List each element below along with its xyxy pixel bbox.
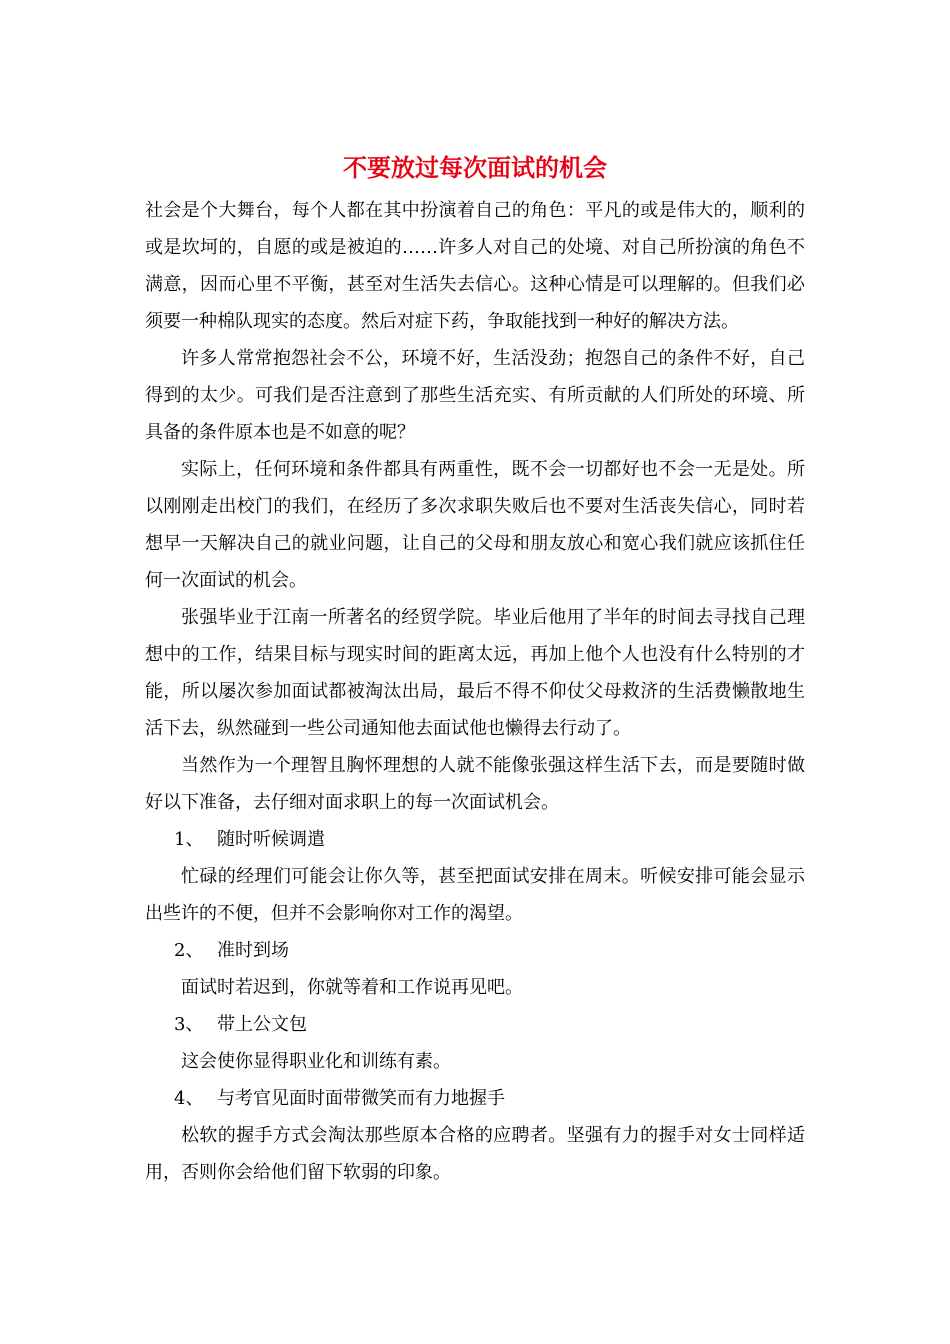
tip-number: 1、	[174, 829, 204, 850]
paragraph: 当然作为一个理智且胸怀理想的人就不能像张强这样生活下去，而是要随时做好以下准备，去仔细对面求职上的每一次面试机会。	[145, 755, 805, 813]
tip-number: 3、	[174, 1014, 204, 1035]
paragraph: 许多人常常抱怨社会不公，环境不好，生活没劲；抱怨自己的条件不好，自己得到的太少。可我们是否注意到了那些生活充实、有所贡献的人们所处的环境、所具备的条件原本也是不如意的呢？	[145, 348, 805, 443]
tip-heading-text: 与考官见面时面带微笑而有力地握手	[217, 1088, 505, 1109]
tip-heading-text: 准时到场	[217, 940, 289, 961]
tip-text: 这会使你显得职业化和训练有素。	[181, 1051, 451, 1072]
paragraph: 张强毕业于江南一所著名的经贸学院。毕业后他用了半年的时间去寻找自己理想中的工作，结果目标与现实时间的距离太远，再加上他个人也没有什么特别的才能，所以屡次参加面试都被淘汰出局，最后不得不仰仗父母救济的生活费懒散地生活下去，纵然碰到一些公司通知他去面试他也懒得去行动了。	[145, 607, 805, 739]
tip-heading	[145, 1006, 805, 1043]
document-title: 不要放过每次面试的机会	[343, 153, 607, 182]
tip-number: 2、	[174, 940, 204, 961]
tip-heading	[145, 932, 805, 969]
tip-heading	[145, 1080, 805, 1117]
tip-heading-text: 随时听候调遣	[217, 829, 325, 850]
tip-heading	[145, 821, 805, 858]
tip-text: 松软的握手方式会淘汰那些原本合格的应聘者。坚强有力的握手对女士同样适用，否则你会给他们留下软弱的印象。	[145, 1125, 805, 1183]
tip-text: 面试时若迟到，你就等着和工作说再见吧。	[181, 977, 523, 998]
paragraph: 社会是个大舞台，每个人都在其中扮演着自己的角色：平凡的或是伟大的，顺利的或是坎坷的，自愿的或是被迫的……许多人对自己的处境、对自己所扮演的角色不满意，因而心里不平衡，甚至对生活失去信心。这种心情是可以理解的。但我们必须要一种棉队现实的态度。然后对症下药，争取能找到一种好的解决方法。	[145, 200, 805, 332]
document-body	[145, 192, 805, 1191]
tip-number: 4、	[174, 1088, 204, 1109]
tip-text: 忙碌的经理们可能会让你久等，甚至把面试安排在周末。听候安排可能会显示出些许的不便，但并不会影响你对工作的渴望。	[145, 866, 805, 924]
paragraph: 实际上，任何环境和条件都具有两重性，既不会一切都好也不会一无是处。所以刚刚走出校门的我们，在经历了多次求职失败后也不要对生活丧失信心，同时若想早一天解决自己的就业问题，让自己的父母和朋友放心和宽心我们就应该抓住任何一次面试的机会。	[145, 459, 805, 591]
tip-heading-text: 带上公文包	[217, 1014, 307, 1035]
